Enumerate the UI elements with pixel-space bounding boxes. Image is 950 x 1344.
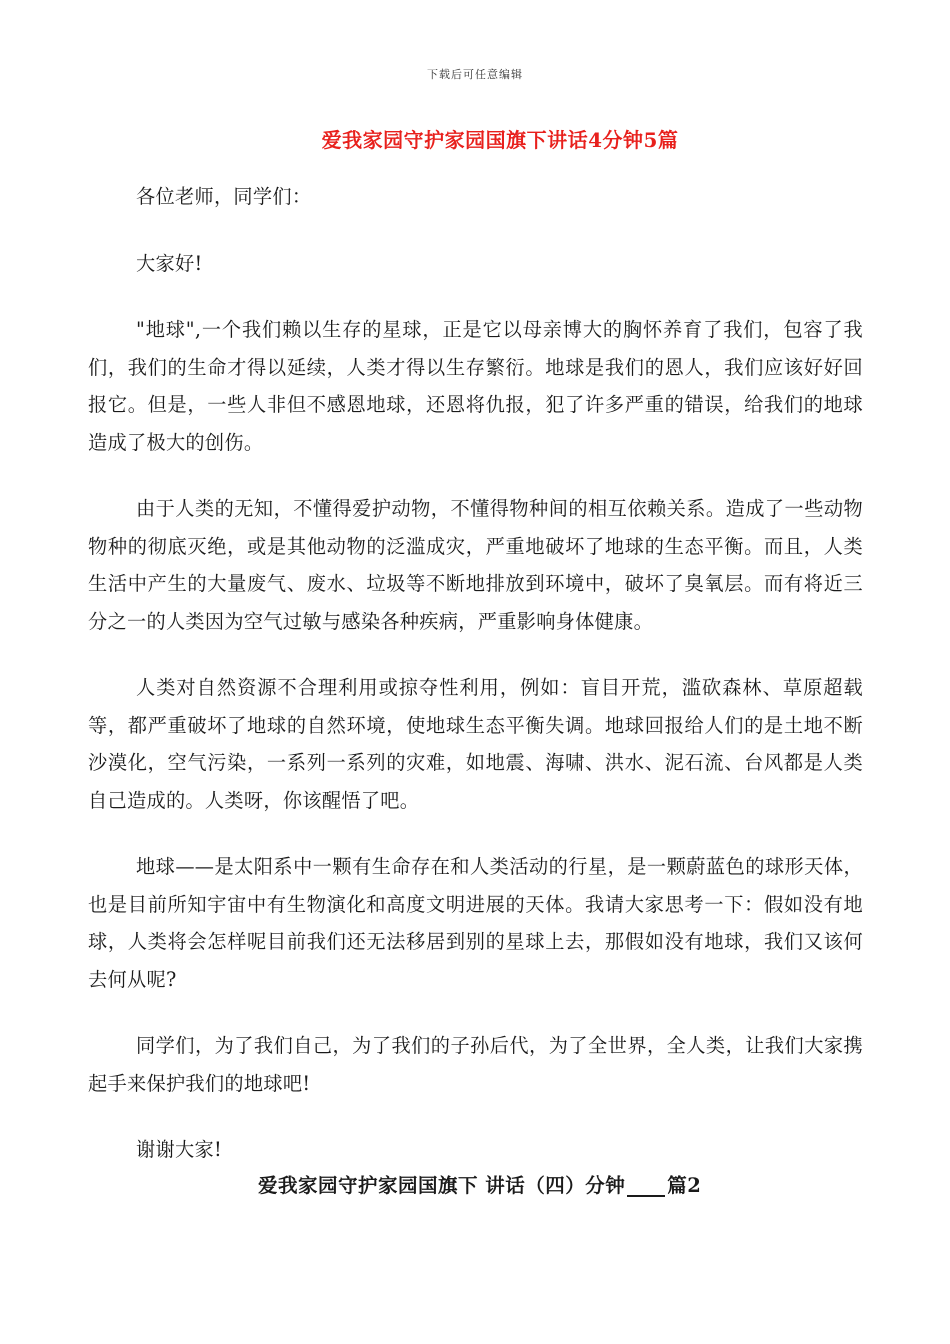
subtitle-main: 爱我家园守护家园国旗下 讲话（四）分钟 (258, 1174, 626, 1197)
body-paragraph-3: 人类对自然资源不合理利用或掠夺性利用，例如：盲目开荒，滥砍森林、草原超载等，都严重破坏了地球的自然环境，使地球生态平衡失调。地球回报给人们的是土地不断沙漠化，空气污染，一系列一系列的灾难，如地震、海啸、洪水、泥石流、台风都是人类自己造成的。人类呀，你该醒悟了吧。 (88, 676, 863, 812)
body-paragraph-5: 同学们，为了我们自己，为了我们的子孙后代，为了全世界，全人类，让我们大家携起手来保护我们的地球吧! (88, 1034, 863, 1095)
subtitle-suffix: 篇2 (667, 1174, 702, 1197)
thanks-paragraph: 谢谢大家! (136, 1138, 222, 1161)
document-title: 爱我家园守护家园国旗下讲话4分钟5篇 (321, 128, 679, 152)
hello-paragraph: 大家好! (136, 251, 203, 275)
document-body (88, 178, 863, 1198)
header-note: 下载后可任意编辑 (427, 68, 523, 81)
body-paragraph-4: 地球——是太阳系中一颗有生命存在和人类活动的行星，是一颗蔚蓝色的球形天体，也是目前所知宇宙中有生物演化和高度文明进展的天体。我请大家思考一下：假如没有地球，人类将会怎样呢目前我们还无法移居到别的星球上去，那假如没有地球，我们又该何去何从呢? (88, 855, 863, 991)
body-paragraph-2: 由于人类的无知，不懂得爱护动物，不懂得物种间的相互依赖关系。造成了一些动物物种的彻底灭绝，或是其他动物的泛滥成灾，严重地破坏了地球的生态平衡。而且，人类生活中产生的大量废气、废水、垃圾等不断地排放到环境中，破坏了臭氧层。而有将近三分之一的人类因为空气过敏与感染各种疾病，严重影响身体健康。 (88, 497, 863, 633)
section-subtitle (258, 1171, 858, 1201)
body-paragraph-1: "地球",一个我们赖以生存的星球，正是它以母亲博大的胸怀养育了我们，包容了我们，我们的生命才得以延续，人类才得以生存繁衍。地球是我们的恩人，我们应该好好回报它。但是，一些人非但不感恩地球，还恩将仇报，犯了许多严重的错误，给我们的地球造成了极大的创伤。 (88, 318, 863, 454)
subtitle-blank (627, 1175, 665, 1197)
greeting-paragraph: 各位老师，同学们： (136, 185, 312, 208)
